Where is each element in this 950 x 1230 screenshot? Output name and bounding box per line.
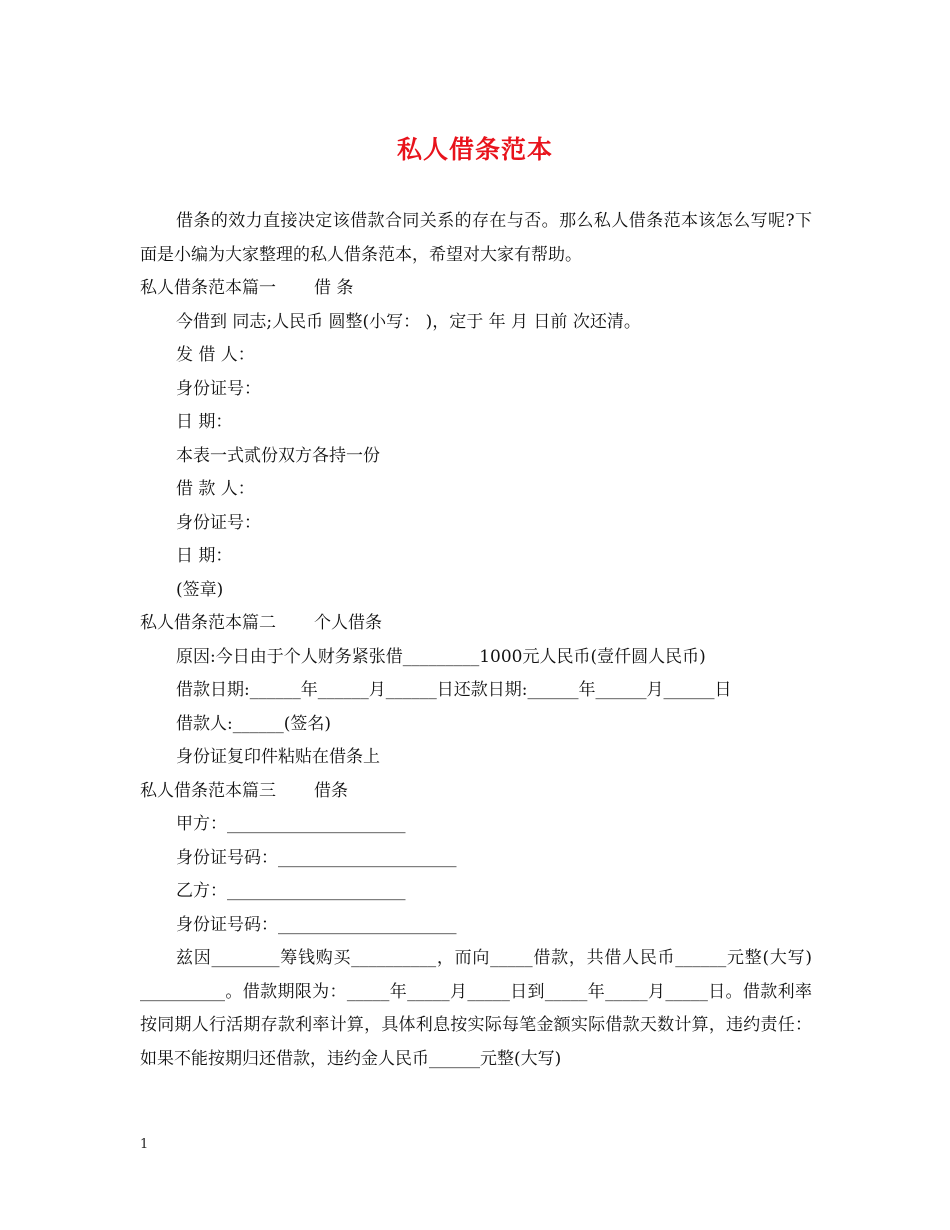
intro-paragraph: 借条的效力直接决定该借款合同关系的存在与否。那么私人借条范本该怎么写呢?下面是小编为大家整理的私人借条范本，希望对大家有帮助。 [140, 211, 812, 265]
section3-line: 乙方：_____________________ [176, 881, 406, 901]
section1-line: (签章) [176, 579, 224, 600]
section2-line: 身份证复印件粘贴在借条上 [176, 747, 380, 767]
section3-paragraph: 兹因________筹钱购买__________，而向_____借款，共借人民币______元整(大写) __________。借款期限为：_____年_____月_____日到_____年_____月_____日。借款利率按同期人行活期存款利率计算，具体利息按实际每笔金额实际借款天数计算，违约责任：如果不能按期归还借款，违约金人民币______元整(大写) [140, 948, 812, 1069]
section1-line: 日 期： [176, 546, 233, 566]
section3-line: 甲方：_____________________ [176, 814, 406, 834]
section1-line: 身份证号： [176, 378, 261, 399]
section2-line: 原因:今日由于个人财务紧张借_________1000元人民币(壹仟圆人民币) [176, 646, 706, 667]
section2-line: 借款日期:______年______月______日还款日期:______年______月______日 [176, 680, 732, 700]
section1-line: 发 借 人： [176, 345, 255, 365]
section2-heading-label: 私人借条范本篇二 [140, 613, 276, 633]
section1-line: 今借到 同志;人民币 圆整(小写： )，定于 年 月 日前 次还清。 [176, 311, 641, 332]
section3-line: 身份证号码：_____________________ [176, 914, 457, 935]
section2-heading [140, 607, 812, 641]
document-body [140, 205, 812, 1076]
section1-heading [140, 272, 812, 306]
section2-line: 借款人:______(签名) [176, 713, 331, 734]
section3-line: 身份证号码：_____________________ [176, 847, 457, 868]
section1-line: 借 款 人： [176, 479, 255, 499]
section1-line: 本表一式贰份双方各持一份 [176, 445, 380, 466]
section3-heading-title: 借条 [314, 780, 348, 801]
page-number: 1 [140, 1137, 149, 1152]
section2-heading-title: 个人借条 [314, 613, 382, 633]
section3-heading [140, 775, 812, 809]
section1-heading-label: 私人借条范本篇一 [140, 278, 276, 298]
page-title: 私人借条范本 [396, 135, 553, 164]
section1-line: 日 期： [176, 412, 233, 432]
section1-heading-title: 借 条 [314, 278, 354, 298]
section3-heading-label: 私人借条范本篇三 [140, 780, 276, 801]
section1-line: 身份证号： [176, 512, 261, 533]
